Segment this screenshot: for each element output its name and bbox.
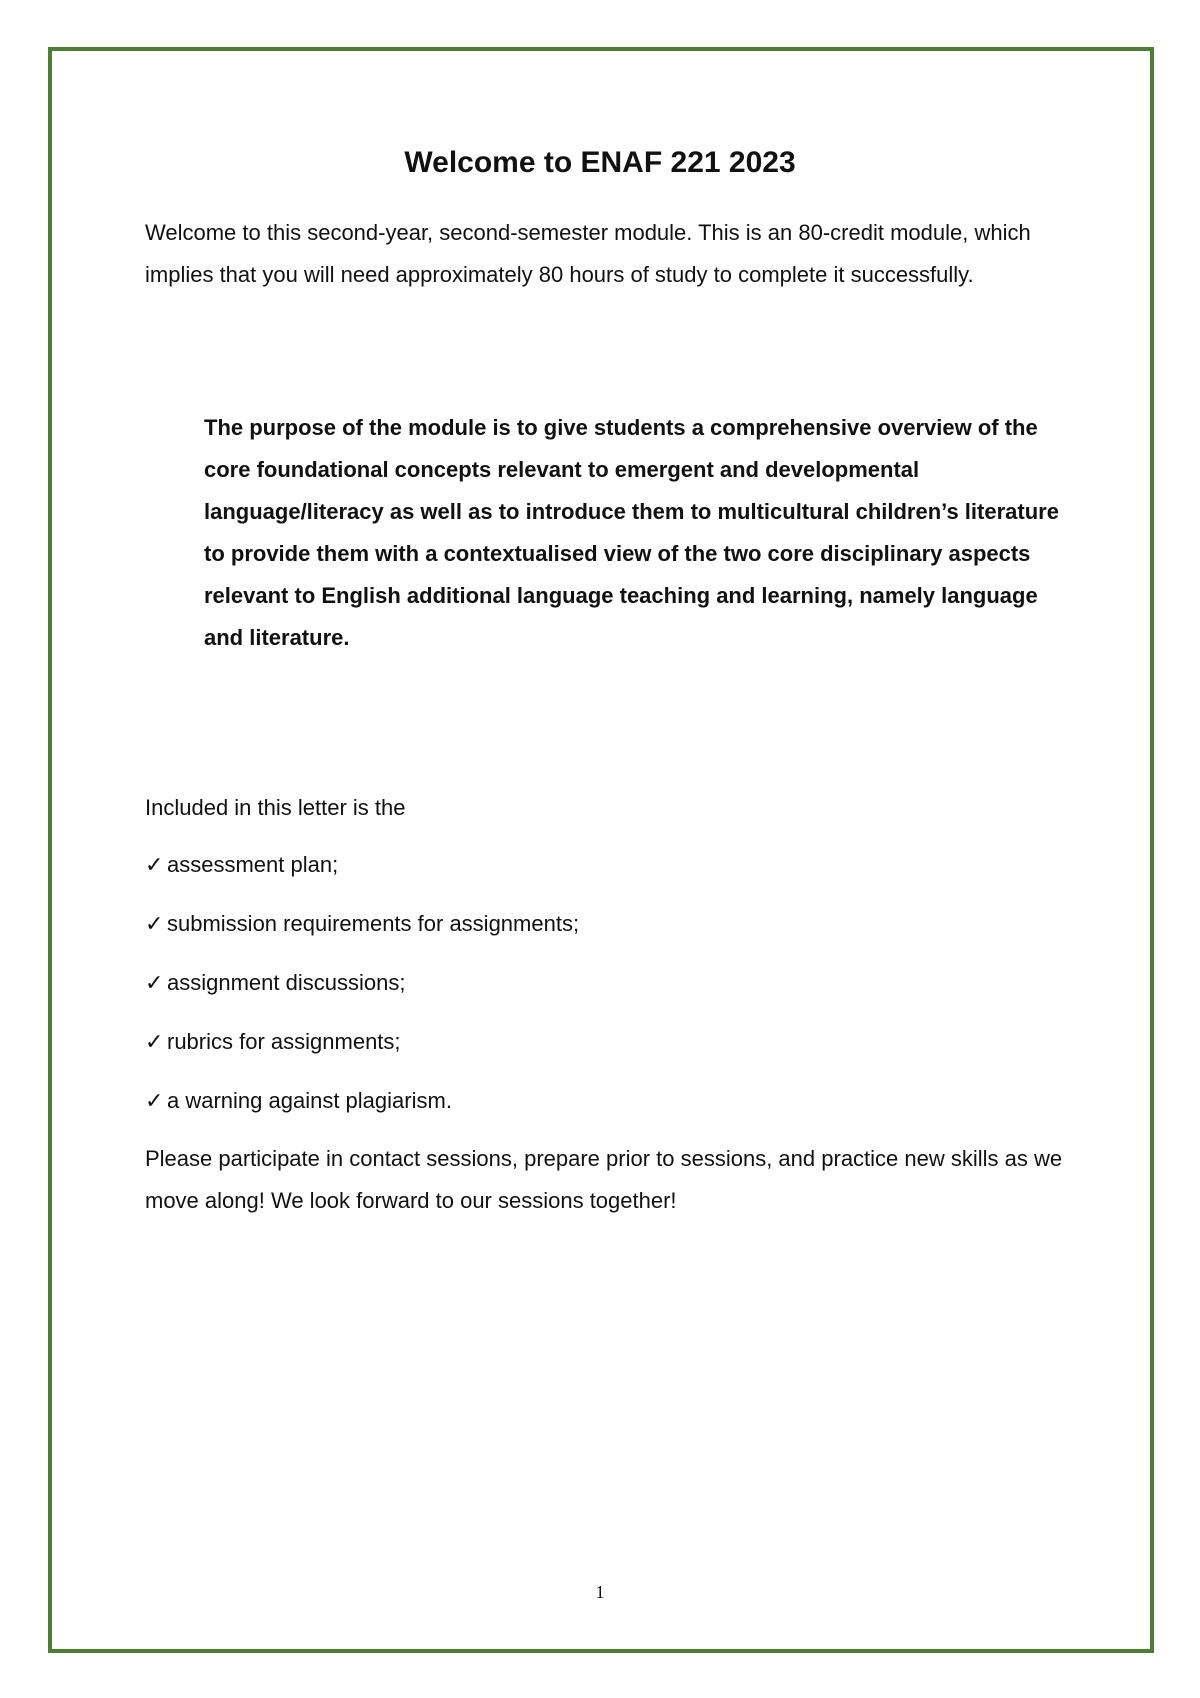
- list-item-label: rubrics for assignments;: [167, 1029, 401, 1054]
- list-item: [145, 845, 579, 904]
- list-item-label: assessment plan;: [167, 852, 339, 877]
- page-number: 1: [595, 1582, 605, 1602]
- included-items-list: [145, 845, 579, 1140]
- intro-paragraph: Welcome to this second-year, second-semester module. This is an 80-credit module, which implies that you will need approximately 80 hours of study to complete it successfully.: [145, 220, 1031, 287]
- checkmark-icon: ✓: [145, 1029, 164, 1054]
- list-item: [145, 904, 579, 963]
- checkmark-icon: ✓: [145, 1088, 164, 1113]
- checkmark-icon: ✓: [145, 852, 164, 877]
- module-purpose-paragraph: The purpose of the module is to give students a comprehensive overview of the core foundational concepts relevant to emergent and developmental language/literacy as well as to introduce them to multicultural children’s literature to provide them with a contextualised view of the two core disciplinary aspects relevant to English additional language teaching and learning, namely language and literature.: [204, 415, 1059, 650]
- closing-paragraph: Please participate in contact sessions, prepare prior to sessions, and practice new skills as we move along! We look forward to our sessions together!: [145, 1146, 1063, 1213]
- included-heading: Included in this letter is the: [145, 795, 406, 820]
- page-title: Welcome to ENAF 221 2023: [404, 146, 796, 179]
- list-item-label: assignment discussions;: [167, 970, 406, 995]
- list-item: [145, 963, 579, 1022]
- checkmark-icon: ✓: [145, 970, 164, 995]
- list-item-label: a warning against plagiarism.: [167, 1088, 452, 1113]
- checkmark-icon: ✓: [145, 911, 164, 936]
- list-item: [145, 1022, 579, 1081]
- list-item: [145, 1081, 579, 1140]
- list-item-label: submission requirements for assignments;: [167, 911, 580, 936]
